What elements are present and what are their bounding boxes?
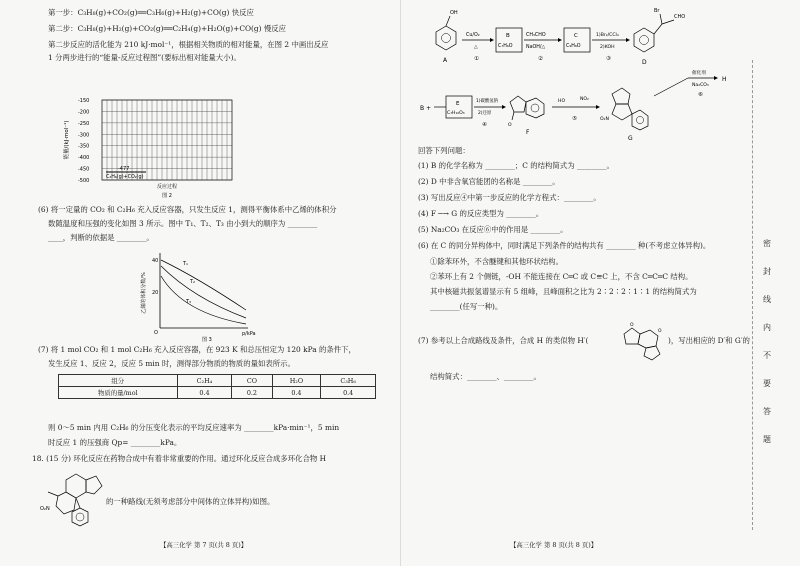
figure-2-energy-grid [62,70,272,205]
fig3-ylabel: 乙烯的体积分数/% [141,272,147,314]
svg-text:O: O [508,123,512,128]
fig2-ylabel: 能量/(kJ·mol⁻¹) [64,120,70,160]
svg-text:C: C [574,33,578,39]
table-header-row [59,375,376,387]
question-5: (5) Na₂CO₃ 在反应⑥中的作用是 ________。 [418,225,568,234]
svg-text:⑤: ⑤ [572,116,577,122]
svg-text:△: △ [474,45,478,50]
compound-h-structure [38,468,108,530]
question-6-line1: (6) 在 C 的同分异构体中，同时满足下列条件的结构共有 ________ 种(不考虑立体异构)。 [418,241,711,250]
svg-text:CH₃CHO: CH₃CHO [526,33,546,38]
table-row [59,387,376,399]
table-cell: 0.4 [272,387,321,399]
fig2-level-value: -477 [118,166,130,172]
footer-page-7: 【高三化学 第 7 页(共 8 页)】 [160,541,248,549]
label-a: A [443,57,448,64]
q6-text-line1: (6) 将一定量的 CO₂ 和 C₂H₆ 充入反应容器，只发生反应 1，测得平衡体系中乙烯的体积分 [38,205,337,214]
svg-text:②: ② [538,56,543,62]
svg-text:NO₂: NO₂ [580,97,589,102]
table-header-cell: CO [232,375,272,387]
question-7-line1: (7) 参考以上合成路线及条件，合成 H 的类似物 H′( [418,336,589,345]
fig3-ytick-20: 20 [152,290,159,296]
table-header-cell: 组分 [59,375,178,387]
svg-text:1)Br₂/CCl₄: 1)Br₂/CCl₄ [596,33,619,38]
seal-dashed-line [752,60,753,530]
label-d: D [642,59,647,66]
fig3-origin: O [154,330,158,336]
fig2-tick-label: -150 [78,98,90,104]
fig3-ytick-40: 40 [152,258,159,264]
svg-text:OH: OH [450,10,458,16]
fig2-tick-label: -250 [78,120,90,127]
seal-char: 答 [763,407,771,416]
fig2-caption: 图 2 [162,193,172,199]
q18-text-line1: 18. (15 分) 环化反应在药物合成中有着非常重要的作用。通过环化反应合成多环化合物 H [32,454,327,463]
label-h: H [722,76,727,83]
fig2-xlabel: 反应过程 [156,184,178,190]
table-cell: 0.2 [232,387,272,399]
question-7-line1b: )，写出相应的 D′和 G′的 [668,336,750,345]
label-g: G [628,135,633,142]
q6-text-line2: 数随温度和压强的变化如图 3 所示。图中 T₁、T₂、T₃ 由小到大的顺序为 ________ [48,219,318,228]
question-7-line2: 结构简式：________、________。 [430,372,541,381]
figure-3-curves [138,248,268,343]
svg-text:⑥: ⑥ [698,92,703,98]
question-6-condition-1: ①除苯环外，不含醚键和其他环状结构。 [430,257,564,266]
h-prime-structure [618,320,668,362]
table-header-cell: C₂H₄ [177,375,232,387]
table-cell: 物质的量/mol [59,387,178,399]
label-f: F [526,129,530,136]
seal-char: 要 [763,379,771,388]
seal-char: 密 [763,239,771,248]
svg-text:Na₂CO₃: Na₂CO₃ [692,83,709,88]
svg-text:C₉H₈O: C₉H₈O [566,44,581,49]
svg-text:O₂N: O₂N [600,117,609,122]
fig2-tick-label: -450 [78,166,90,173]
question-6-line4: 其中核磁共振氢谱显示有 5 组峰，且峰面积之比为 2∶2∶2∶1∶1 的结构简式为 [430,287,697,296]
q5-text-line1: 第二步反应的活化能为 210 kJ·mol⁻¹，根据相关物质的相对能量，在图 2 中画出反应 [48,40,329,49]
seal-char: 不 [763,351,771,360]
table-cell: 0.4 [177,387,232,399]
svg-text:HO: HO [558,99,566,104]
svg-text:催化剂: 催化剂 [692,71,706,76]
question-6-line5: ________(任写一种)。 [430,302,503,311]
q7-text-line4: 时反应 1 的压强商 Qp= ________kPa。 [48,438,182,447]
seal-char: 线 [763,295,771,304]
svg-text:C₇H₆O: C₇H₆O [498,44,513,49]
fig2-tick-label: -400 [78,155,90,162]
right-page [400,0,800,566]
table-header-cell: H₂O [272,375,321,387]
fig2-level-label: C₂H₆(g)+CO₂(g) [106,175,144,180]
seal-char: 内 [763,323,771,332]
data-table [58,374,376,399]
synthesis-scheme [418,2,758,142]
table-cell: 0.4 [321,387,376,399]
fig3-label-t1: T₁ [183,261,189,267]
svg-text:2)还原: 2)还原 [478,111,492,116]
q7-text-line1: (7) 将 1 mol CO₂ 和 1 mol C₂H₆ 充入反应容器，在 923 K 和总压恒定为 120 kPa 的条件下， [38,345,356,354]
fig2-tick-label: -350 [78,143,90,150]
svg-text:①: ① [474,56,479,62]
q6-text-line3: ____，判断的依据是 ________。 [48,233,154,242]
footer-page-8: 【高三化学 第 8 页(共 8 页)】 [510,541,598,549]
svg-text:NaOH/△: NaOH/△ [526,45,546,50]
seal-text [760,230,774,454]
question-2: (2) D 中非含氧官能团的名称是 ________。 [418,177,560,186]
fig2-tick-label: -200 [78,109,90,116]
q5-text-line2: 1 分两步进行的“能量-反应过程图”(要标出相对能量大小)。 [48,53,241,62]
seal-char: 题 [763,435,771,444]
svg-text:B +: B + [420,105,432,112]
svg-text:B: B [506,33,510,39]
q18-text-line2: 的一种路线(无须考虑部分中间体的立体异构)如图。 [106,497,275,506]
fig3-xlabel: p/kPa [242,331,256,337]
fig3-curve-t1 [161,260,246,310]
q7-text-line3: 则 0～5 min 内用 C₂H₆ 的分压变化表示的平均反应速率为 ________kPa·min⁻¹，5 min [48,423,340,432]
step-2-text: 第二步：C₃H₈(g)+H₂(g)+CO₂(g)══C₂H₄(g)+H₂O(g)+CO(g) 慢反应 [48,24,287,33]
svg-text:1)碳酸氢钠: 1)碳酸氢钠 [476,99,499,104]
fig3-label-t3: T₃ [186,299,192,305]
svg-text:CHO: CHO [674,14,686,20]
svg-text:Cu/O₂: Cu/O₂ [466,33,480,38]
svg-text:③: ③ [606,56,611,62]
svg-text:Br: Br [654,8,660,14]
h-no2-label: O₂N [40,506,50,512]
answer-intro: 回答下列问题： [418,146,470,155]
svg-text:O: O [658,329,662,334]
fig3-caption: 图 3 [202,337,212,343]
question-1: (1) B 的化学名称为 ________；C 的结构简式为 ________。 [418,161,614,170]
seal-char: 封 [763,267,771,276]
table-header-cell: C₃H₆ [321,375,376,387]
fig3-label-t2: T₂ [190,279,196,285]
question-6-condition-2: ②苯环上有 2 个侧链，-OH 不能连接在 C═C 或 C≡C 上，不含 C═C═C 结构。 [430,272,693,281]
svg-text:2)KOH: 2)KOH [600,45,615,50]
svg-text:C₇H₁₀O₃: C₇H₁₀O₃ [447,111,465,116]
question-3: (3) 写出反应④中第一步反应的化学方程式：________。 [418,193,601,202]
q7-text-line2: 发生反应 1、反应 2，反应 5 min 时，测得部分物质的物质的量如表所示。 [48,359,295,368]
svg-text:E: E [456,101,460,107]
fig2-tick-label: -300 [78,132,90,139]
step-1-text: 第一步：C₃H₈(g)+CO₂(g)══C₃H₆(g)+H₂(g)+CO(g) 快反应 [48,8,254,17]
fig2-tick-label: -500 [78,178,90,184]
question-4: (4) F ─→ G 的反应类型为 ________。 [418,209,544,218]
svg-text:④: ④ [482,122,487,128]
svg-text:O: O [630,323,634,328]
